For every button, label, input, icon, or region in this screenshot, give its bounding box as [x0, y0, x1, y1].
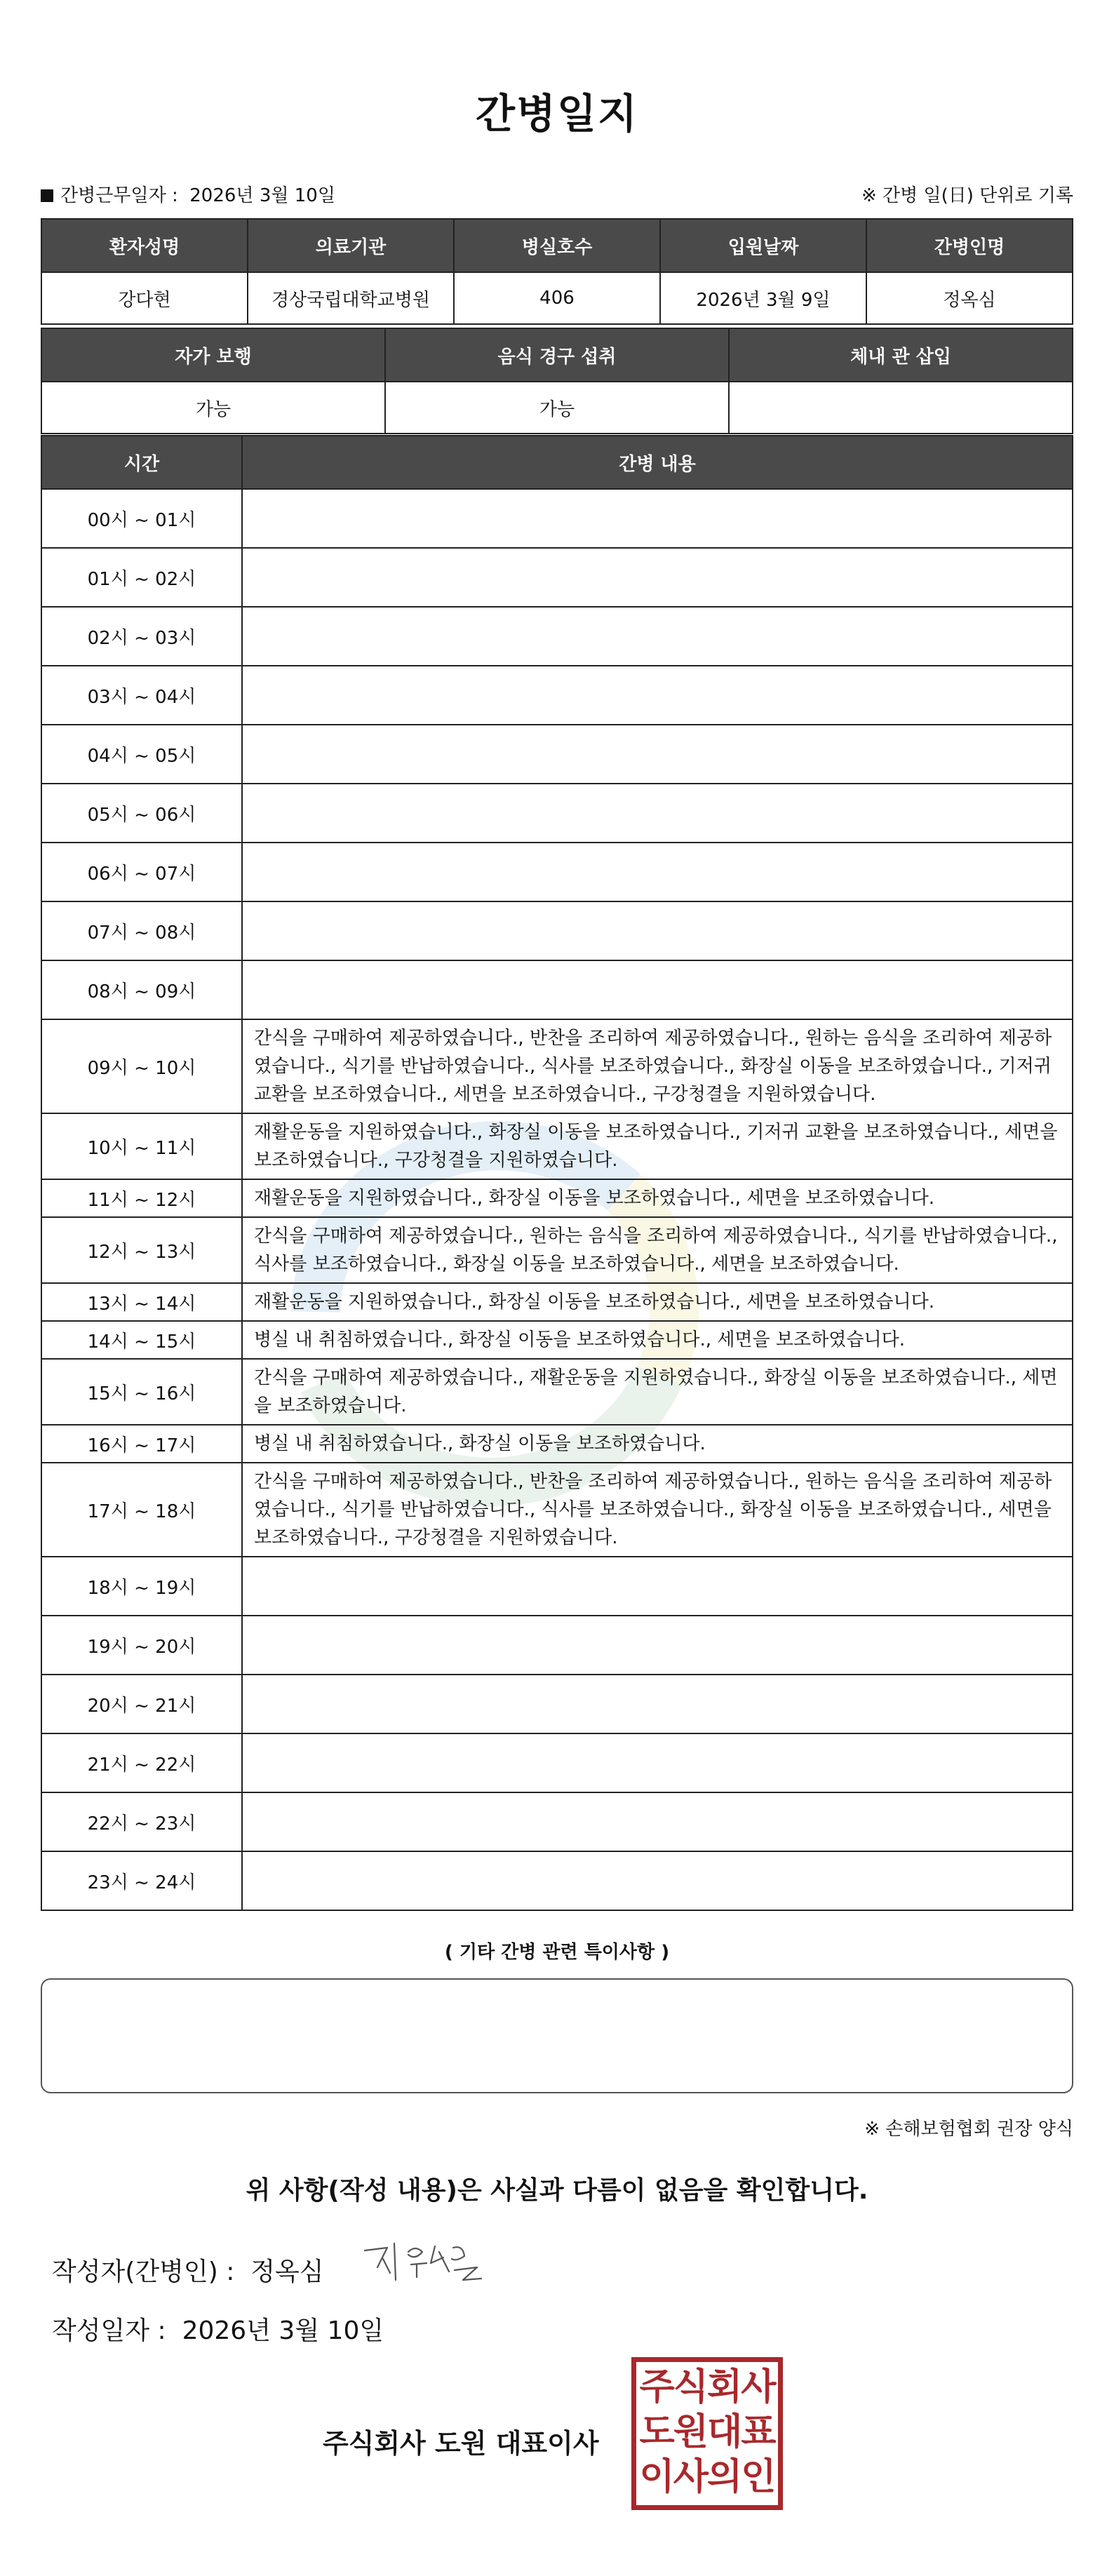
table-row — [41, 607, 1073, 666]
oral-intake-status: 가능 — [385, 382, 729, 434]
header-patient-name: 환자성명 — [41, 219, 248, 272]
log-content — [242, 548, 1073, 607]
log-time: 09시 ~ 10시 — [41, 1019, 242, 1113]
log-time: 10시 ~ 11시 — [41, 1113, 242, 1179]
log-time: 01시 ~ 02시 — [41, 548, 242, 607]
log-time: 07시 ~ 08시 — [41, 901, 242, 960]
table-row — [41, 1321, 1073, 1359]
log-content — [242, 1733, 1073, 1792]
table-row — [41, 843, 1073, 901]
header-hospital: 의료기관 — [248, 219, 454, 272]
table-row — [41, 725, 1073, 784]
log-content — [242, 1675, 1073, 1733]
log-time: 16시 ~ 17시 — [41, 1425, 242, 1463]
header-caregiver: 간병인명 — [866, 219, 1073, 272]
written-date-line — [52, 2311, 384, 2347]
log-content — [242, 666, 1073, 725]
work-date-label: 간병근무일자 : — [60, 185, 178, 206]
header-room: 병실호수 — [454, 219, 660, 272]
log-time: 02시 ~ 03시 — [41, 607, 242, 666]
log-content — [242, 784, 1073, 843]
log-time: 05시 ~ 06시 — [41, 784, 242, 843]
table-row — [41, 1019, 1073, 1113]
log-content: 간식을 구매하여 제공하였습니다., 재활운동을 지원하였습니다., 화장실 이동을 보조하였습니다., 세면을 보조하였습니다. — [242, 1359, 1073, 1425]
writer-name: 정옥심 — [250, 2258, 324, 2286]
admission-date: 2026년 3월 9일 — [660, 272, 866, 324]
care-log-table — [41, 435, 1073, 1911]
log-content — [242, 901, 1073, 960]
table-row — [41, 901, 1073, 960]
walking-status: 가능 — [41, 382, 385, 434]
work-date — [41, 181, 335, 207]
meta-row — [41, 181, 1073, 205]
room-number: 406 — [454, 272, 660, 324]
log-content — [242, 960, 1073, 1019]
special-notes-heading: ( 기타 간병 관련 특이사항 ) — [444, 1942, 670, 1963]
log-time: 21시 ~ 22시 — [41, 1733, 242, 1792]
log-content — [242, 1616, 1073, 1675]
table-row — [41, 489, 1073, 548]
stamp-line: 주식회사 — [639, 2366, 775, 2408]
square-bullet-icon — [41, 189, 53, 202]
record-note: ※ 간병 일(日) 단위로 기록 — [861, 185, 1073, 206]
log-time: 13시 ~ 14시 — [41, 1283, 242, 1321]
table-row — [41, 548, 1073, 607]
patient-status-table — [41, 328, 1073, 434]
table-row — [41, 1425, 1073, 1463]
writer-label: 작성자(간병인) : — [52, 2258, 235, 2286]
log-content: 병실 내 취침하였습니다., 화장실 이동을 보조하였습니다., 세면을 보조하였습니다. — [242, 1321, 1073, 1359]
page-title: 간병일지 — [475, 90, 639, 137]
log-content: 재활운동을 지원하였습니다., 화장실 이동을 보조하였습니다., 세면을 보조하였습니다. — [242, 1283, 1073, 1321]
log-content: 간식을 구매하여 제공하였습니다., 반찬을 조리하여 제공하였습니다., 원하는 음식을 조리하여 제공하였습니다., 식기를 반납하였습니다., 식사를 보조하였습니다., 화장실 이동을 보조하였습니다., 세면을 보조하였습니다., 구강청결을 지원하였습니다. — [242, 1463, 1073, 1557]
table-row — [41, 1616, 1073, 1675]
log-content — [242, 725, 1073, 784]
log-time: 17시 ~ 18시 — [41, 1463, 242, 1557]
log-content: 간식을 구매하여 제공하였습니다., 반찬을 조리하여 제공하였습니다., 원하는 음식을 조리하여 제공하였습니다., 식기를 반납하였습니다., 식사를 보조하였습니다., 화장실 이동을 보조하였습니다., 기저귀 교환을 보조하였습니다., 세면을 보조하였습니다., 구강청결을 지원하였습니다. — [242, 1019, 1073, 1113]
log-content — [242, 843, 1073, 901]
table-row — [41, 1283, 1073, 1321]
log-time: 19시 ~ 20시 — [41, 1616, 242, 1675]
log-content — [242, 1851, 1073, 1910]
hospital: 경상국립대학교병원 — [248, 272, 454, 324]
log-time: 12시 ~ 13시 — [41, 1217, 242, 1283]
patient-info-table — [41, 218, 1073, 325]
log-time: 20시 ~ 21시 — [41, 1675, 242, 1733]
header-time: 시간 — [41, 436, 242, 489]
written-date-value: 2026년 3월 10일 — [182, 2316, 384, 2345]
header-tube: 체내 관 삽입 — [729, 328, 1073, 382]
form-note: ※ 손해보험협회 권장 양식 — [864, 2119, 1073, 2140]
log-time: 14시 ~ 15시 — [41, 1321, 242, 1359]
patient-name: 강다현 — [41, 272, 248, 324]
log-content: 재활운동을 지원하였습니다., 화장실 이동을 보조하였습니다., 세면을 보조하였습니다. — [242, 1179, 1073, 1217]
company-seal-stamp — [631, 2357, 783, 2510]
log-content — [242, 489, 1073, 548]
handwritten-signature — [358, 2231, 491, 2294]
caregiver-name: 정옥심 — [866, 272, 1073, 324]
confirmation-statement: 위 사항(작성 내용)은 사실과 다름이 없음을 확인합니다. — [246, 2176, 868, 2205]
table-row — [41, 1179, 1073, 1217]
header-walking: 자가 보행 — [41, 328, 385, 382]
table-row — [41, 960, 1073, 1019]
log-time: 00시 ~ 01시 — [41, 489, 242, 548]
log-time: 03시 ~ 04시 — [41, 666, 242, 725]
stamp-line: 도원대표 — [639, 2411, 775, 2453]
log-content — [242, 1557, 1073, 1616]
table-row — [41, 1463, 1073, 1557]
company-representative: 주식회사 도원 대표이사 — [323, 2428, 599, 2459]
table-row — [41, 1733, 1073, 1792]
table-row — [41, 784, 1073, 843]
log-time: 22시 ~ 23시 — [41, 1792, 242, 1851]
table-row — [41, 1557, 1073, 1616]
table-row — [41, 1217, 1073, 1283]
table-row — [41, 1675, 1073, 1733]
log-time: 23시 ~ 24시 — [41, 1851, 242, 1910]
log-time: 18시 ~ 19시 — [41, 1557, 242, 1616]
table-row — [41, 666, 1073, 725]
log-time: 04시 ~ 05시 — [41, 725, 242, 784]
log-time: 08시 ~ 09시 — [41, 960, 242, 1019]
stamp-line: 이사의인 — [639, 2456, 775, 2498]
log-content: 병실 내 취침하였습니다., 화장실 이동을 보조하였습니다. — [242, 1425, 1073, 1463]
log-content: 재활운동을 지원하였습니다., 화장실 이동을 보조하였습니다., 기저귀 교환을 보조하였습니다., 세면을 보조하였습니다., 구강청결을 지원하였습니다. — [242, 1113, 1073, 1179]
header-oral-intake: 음식 경구 섭취 — [385, 328, 729, 382]
table-row — [41, 1792, 1073, 1851]
special-notes-box — [41, 1978, 1073, 2093]
header-admission-date: 입원날짜 — [660, 219, 866, 272]
table-row — [41, 1113, 1073, 1179]
work-date-value: 2026년 3월 10일 — [189, 185, 335, 206]
log-time: 11시 ~ 12시 — [41, 1179, 242, 1217]
tube-status — [729, 382, 1073, 434]
log-content — [242, 607, 1073, 666]
writer-line — [52, 2252, 324, 2288]
log-content: 간식을 구매하여 제공하였습니다., 원하는 음식을 조리하여 제공하였습니다., 식기를 반납하였습니다., 식사를 보조하였습니다., 화장실 이동을 보조하였습니다., 세면을 보조하였습니다. — [242, 1217, 1073, 1283]
log-content — [242, 1792, 1073, 1851]
written-date-label: 작성일자 : — [52, 2316, 166, 2345]
log-time: 15시 ~ 16시 — [41, 1359, 242, 1425]
log-time: 06시 ~ 07시 — [41, 843, 242, 901]
table-row — [41, 1359, 1073, 1425]
header-care-content: 간병 내용 — [242, 436, 1073, 489]
table-row — [41, 1851, 1073, 1910]
